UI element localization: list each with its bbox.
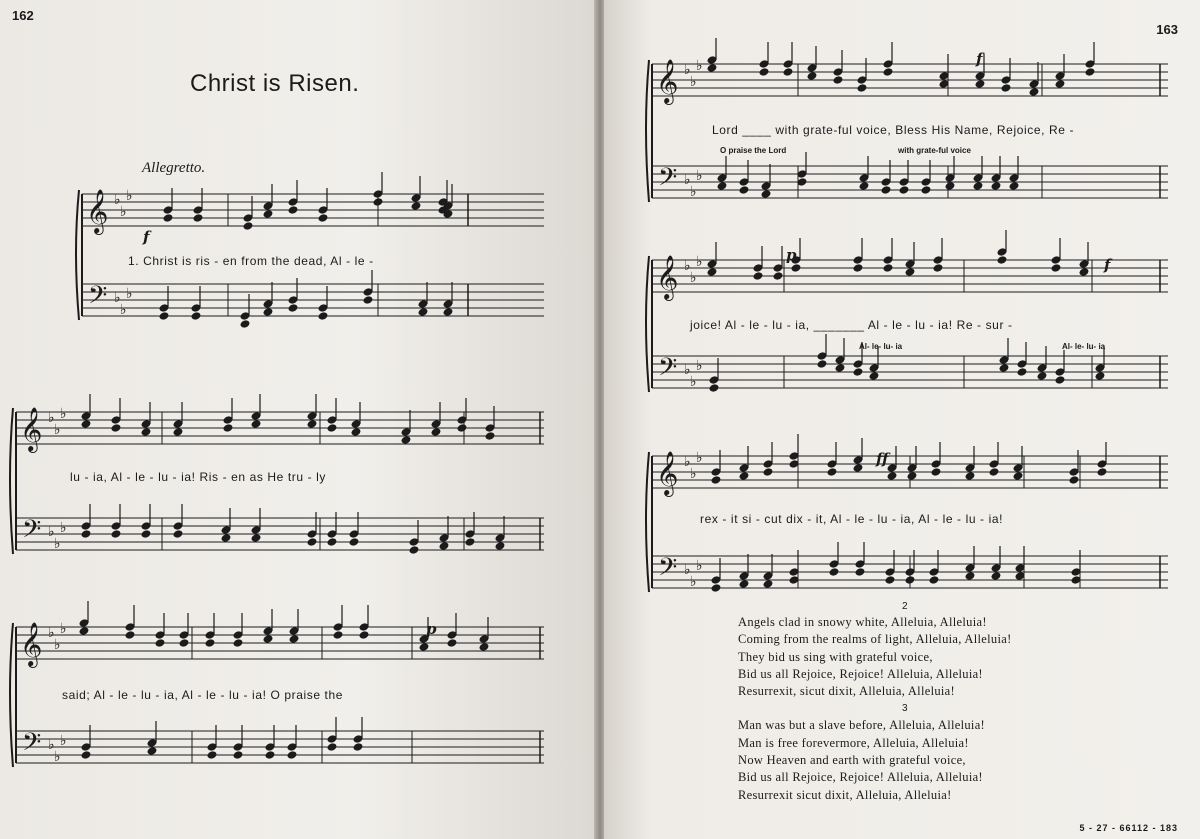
- notehead: [739, 185, 750, 195]
- flat-icon: ♭: [48, 524, 55, 540]
- notehead: [307, 537, 318, 547]
- notehead: [1097, 467, 1108, 477]
- notehead: [287, 750, 298, 760]
- notehead: [853, 367, 864, 377]
- system-bracket: [646, 452, 649, 592]
- notehead: [1029, 87, 1040, 97]
- notehead: [1095, 371, 1106, 381]
- verse-number: 3: [902, 703, 908, 714]
- notehead: [307, 419, 318, 429]
- notehead: [141, 529, 152, 539]
- flat-icon: ♭: [684, 454, 691, 470]
- notehead: [288, 205, 299, 215]
- notehead: [883, 67, 894, 77]
- notehead: [207, 750, 218, 760]
- treble-clef-icon: 𝄞: [656, 59, 679, 103]
- notehead: [111, 423, 122, 433]
- notehead: [289, 634, 300, 644]
- flat-icon: ♭: [48, 625, 55, 641]
- lyric-line: rex - it si - cut dix - it, Al - le - lu - ia, Al - le - lu - ia!: [700, 512, 1004, 526]
- notehead: [999, 363, 1010, 373]
- lyric-line: said; Al - le - lu - ia, Al - le - lu - ia! O praise the: [62, 688, 344, 702]
- notehead: [79, 626, 90, 636]
- flat-icon: ♭: [690, 270, 697, 286]
- notehead: [991, 571, 1002, 581]
- flat-icon: ♭: [690, 374, 697, 390]
- left-page: [0, 0, 596, 839]
- bass-cue: with grate-ful voice: [898, 146, 971, 155]
- notehead: [739, 579, 750, 589]
- flat-icon: ♭: [120, 204, 127, 220]
- notehead: [807, 71, 818, 81]
- notehead: [205, 638, 216, 648]
- notehead: [351, 427, 362, 437]
- notehead: [717, 181, 728, 191]
- flat-icon: ♭: [696, 450, 703, 466]
- notehead: [965, 571, 976, 581]
- tempo-marking: Allegretto.: [142, 160, 206, 176]
- notehead: [773, 271, 784, 281]
- notehead: [761, 189, 772, 199]
- notehead: [418, 307, 429, 317]
- notehead: [401, 435, 412, 445]
- notehead: [905, 575, 916, 585]
- notehead: [857, 83, 868, 93]
- notehead: [899, 185, 910, 195]
- flat-icon: ♭: [684, 258, 691, 274]
- notehead: [193, 213, 204, 223]
- notehead: [485, 431, 496, 441]
- notehead: [1037, 371, 1048, 381]
- flat-icon: ♭: [48, 410, 55, 426]
- flat-icon: ♭: [126, 286, 133, 302]
- page-number-right: 163: [1156, 22, 1178, 37]
- flat-icon: ♭: [54, 637, 61, 653]
- notehead: [221, 533, 232, 543]
- notehead: [179, 638, 190, 648]
- flat-icon: ♭: [60, 733, 67, 749]
- notehead: [753, 271, 764, 281]
- flat-icon: ♭: [684, 562, 691, 578]
- notehead: [711, 475, 722, 485]
- notehead: [288, 303, 299, 313]
- notehead: [439, 541, 450, 551]
- notehead: [263, 307, 274, 317]
- notehead: [835, 363, 846, 373]
- notehead: [921, 185, 932, 195]
- dynamic-mark: ff: [876, 450, 889, 468]
- notehead: [783, 67, 794, 77]
- notehead: [318, 213, 329, 223]
- treble-clef-icon: 𝄞: [20, 407, 43, 451]
- notehead: [931, 467, 942, 477]
- notehead: [945, 181, 956, 191]
- notehead: [173, 427, 184, 437]
- dynamic-mark: f: [143, 228, 150, 246]
- flat-icon: ♭: [60, 621, 67, 637]
- notehead: [81, 750, 92, 760]
- notehead: [905, 267, 916, 277]
- notehead: [263, 634, 274, 644]
- lyric-line: Lord ____ with grate-ful voice, Bless His Name, Rejoice, Re -: [712, 123, 1075, 137]
- notehead: [409, 545, 420, 555]
- notehead: [1009, 181, 1020, 191]
- notehead: [883, 263, 894, 273]
- notehead: [1079, 267, 1090, 277]
- notehead: [1055, 79, 1066, 89]
- flat-icon: ♭: [684, 62, 691, 78]
- notehead: [975, 79, 986, 89]
- notehead: [163, 213, 174, 223]
- flat-icon: ♭: [696, 358, 703, 374]
- flat-icon: ♭: [690, 184, 697, 200]
- notehead: [989, 467, 1000, 477]
- notehead: [147, 746, 158, 756]
- verse-line: Man is free forevermore, Alleluia, Alleluia!: [738, 735, 969, 750]
- notehead: [763, 467, 774, 477]
- notehead: [125, 630, 136, 640]
- flat-icon: ♭: [60, 406, 67, 422]
- notehead: [907, 471, 918, 481]
- notehead: [855, 567, 866, 577]
- treble-clef-icon: 𝄞: [656, 255, 679, 299]
- notehead: [1051, 263, 1062, 273]
- flat-icon: ♭: [60, 520, 67, 536]
- treble-clef-icon: 𝄞: [20, 622, 43, 666]
- notehead: [827, 467, 838, 477]
- treble-clef-icon: 𝄞: [656, 451, 679, 495]
- notehead: [81, 419, 92, 429]
- dynamic-mark: f: [976, 50, 983, 68]
- notehead: [191, 311, 202, 321]
- dynamic-mark: p: [426, 620, 437, 638]
- notehead: [707, 267, 718, 277]
- lyric-line: joice! Al - le - lu - ia, _______ Al - le - lu - ia! Re - sur -: [690, 318, 1013, 332]
- notehead: [759, 67, 770, 77]
- notehead: [991, 181, 1002, 191]
- notehead: [251, 533, 262, 543]
- notehead: [791, 263, 802, 273]
- flat-icon: ♭: [114, 192, 121, 208]
- system-bracket: [646, 256, 649, 392]
- flat-icon: ♭: [54, 749, 61, 765]
- notehead: [419, 642, 430, 652]
- notehead: [711, 583, 722, 593]
- notehead: [359, 630, 370, 640]
- notehead: [885, 575, 896, 585]
- notehead: [327, 537, 338, 547]
- notehead: [457, 423, 468, 433]
- flat-icon: ♭: [690, 466, 697, 482]
- notehead: [1085, 67, 1096, 77]
- bass-clef-icon: 𝄢: [658, 163, 678, 198]
- flat-icon: ♭: [684, 362, 691, 378]
- notehead: [887, 471, 898, 481]
- bass-cue: Al- le- lu- ia: [859, 342, 903, 351]
- notehead: [707, 63, 718, 73]
- system-bracket: [646, 60, 649, 202]
- notehead: [233, 638, 244, 648]
- bass-clef-icon: 𝄢: [22, 728, 42, 763]
- notehead: [349, 537, 360, 547]
- notehead: [141, 427, 152, 437]
- bass-clef-icon: 𝄢: [88, 281, 108, 316]
- notehead: [833, 75, 844, 85]
- bass-clef-icon: 𝄢: [22, 515, 42, 550]
- flat-icon: ♭: [690, 74, 697, 90]
- verse-line: Bid us all Rejoice, Rejoice! Alleluia, Alleluia!: [738, 666, 983, 681]
- notehead: [327, 423, 338, 433]
- notehead: [853, 463, 864, 473]
- notehead: [829, 567, 840, 577]
- notehead: [763, 579, 774, 589]
- notehead: [1055, 375, 1066, 385]
- notehead: [933, 263, 944, 273]
- notehead: [1069, 475, 1080, 485]
- notehead: [327, 742, 338, 752]
- notehead: [373, 197, 384, 207]
- flat-icon: ♭: [54, 422, 61, 438]
- bass-clef-icon: 𝄢: [658, 553, 678, 588]
- flat-icon: ♭: [126, 188, 133, 204]
- song-title: Christ is Risen.: [190, 70, 360, 97]
- verses-block: [738, 614, 1012, 804]
- verse-line: Resurrexit sicut dixit, Alleluia, Alleluia!: [738, 787, 952, 802]
- notehead: [363, 295, 374, 305]
- dynamic-mark: f: [1104, 256, 1111, 274]
- notehead: [881, 185, 892, 195]
- lyric-line: lu - ia, Al - le - lu - ia! Ris - en as He tru - ly: [70, 470, 326, 484]
- notehead: [243, 221, 254, 231]
- notehead: [240, 319, 251, 329]
- system-bracket: [76, 190, 79, 320]
- notehead: [223, 423, 234, 433]
- notehead: [465, 537, 476, 547]
- flat-icon: ♭: [696, 254, 703, 270]
- notehead: [81, 529, 92, 539]
- flat-icon: ♭: [690, 574, 697, 590]
- notehead: [1017, 367, 1028, 377]
- verse-line: Man was but a slave before, Alleluia, Alleluia!: [738, 718, 986, 733]
- verse-line: Bid us all Rejoice, Rejoice! Alleluia, Alleluia!: [738, 770, 983, 785]
- verse-3: [738, 717, 1012, 803]
- page-footer: 5 - 27 - 66112 - 183: [1079, 823, 1178, 833]
- music-system: [648, 448, 1168, 608]
- notehead: [853, 263, 864, 273]
- notehead: [447, 638, 458, 648]
- notehead: [265, 750, 276, 760]
- notehead: [411, 201, 422, 211]
- notehead: [973, 181, 984, 191]
- notehead: [111, 529, 122, 539]
- bass-cue: Al- le- lu- ia: [1062, 342, 1106, 351]
- notehead: [739, 471, 750, 481]
- flat-icon: ♭: [696, 58, 703, 74]
- notehead: [173, 529, 184, 539]
- verse-line: They bid us sing with grateful voice,: [738, 649, 933, 664]
- notehead: [479, 642, 490, 652]
- notehead: [1001, 83, 1012, 93]
- notehead: [233, 750, 244, 760]
- flat-icon: ♭: [48, 737, 55, 753]
- flat-icon: ♭: [684, 172, 691, 188]
- verse-number: 2: [902, 601, 908, 612]
- notehead: [965, 471, 976, 481]
- flat-icon: ♭: [696, 168, 703, 184]
- notehead: [318, 311, 329, 321]
- page-number-left: 162: [12, 8, 34, 23]
- flat-icon: ♭: [120, 302, 127, 318]
- lyric-line: 1. Christ is ris - en from the dead, Al - le -: [128, 254, 374, 268]
- flat-icon: ♭: [54, 536, 61, 552]
- system-bracket: [10, 623, 13, 767]
- notehead: [431, 427, 442, 437]
- verse-2: [738, 614, 1012, 700]
- system-bracket: [10, 408, 13, 554]
- verse-line: Angels clad in snowy white, Alleluia, Alleluia!: [738, 615, 987, 629]
- notehead: [443, 307, 454, 317]
- notehead: [709, 383, 720, 393]
- notehead: [929, 575, 940, 585]
- notehead: [159, 311, 170, 321]
- notehead: [495, 541, 506, 551]
- notehead: [353, 742, 364, 752]
- notehead: [997, 255, 1008, 265]
- notehead: [1013, 471, 1024, 481]
- music-system: [12, 400, 544, 580]
- verse-line: Now Heaven and earth with grateful voice,: [738, 753, 966, 768]
- verse-line: Resurrexit, sicut dixit, Alleluia, Alleluia!: [738, 684, 955, 699]
- notehead: [263, 209, 274, 219]
- notehead: [869, 371, 880, 381]
- treble-clef-icon: 𝄞: [86, 189, 109, 233]
- dynamic-mark: p: [786, 246, 797, 264]
- flat-icon: ♭: [114, 290, 121, 306]
- notehead: [155, 638, 166, 648]
- bass-cue: O praise the Lord: [720, 146, 787, 155]
- verse-line: Coming from the realms of light, Alleluia, Alleluia!: [738, 632, 1012, 647]
- notehead: [859, 181, 870, 191]
- notehead: [817, 359, 828, 369]
- flat-icon: ♭: [696, 558, 703, 574]
- notehead: [333, 630, 344, 640]
- bass-clef-icon: 𝄢: [658, 353, 678, 388]
- notehead: [251, 419, 262, 429]
